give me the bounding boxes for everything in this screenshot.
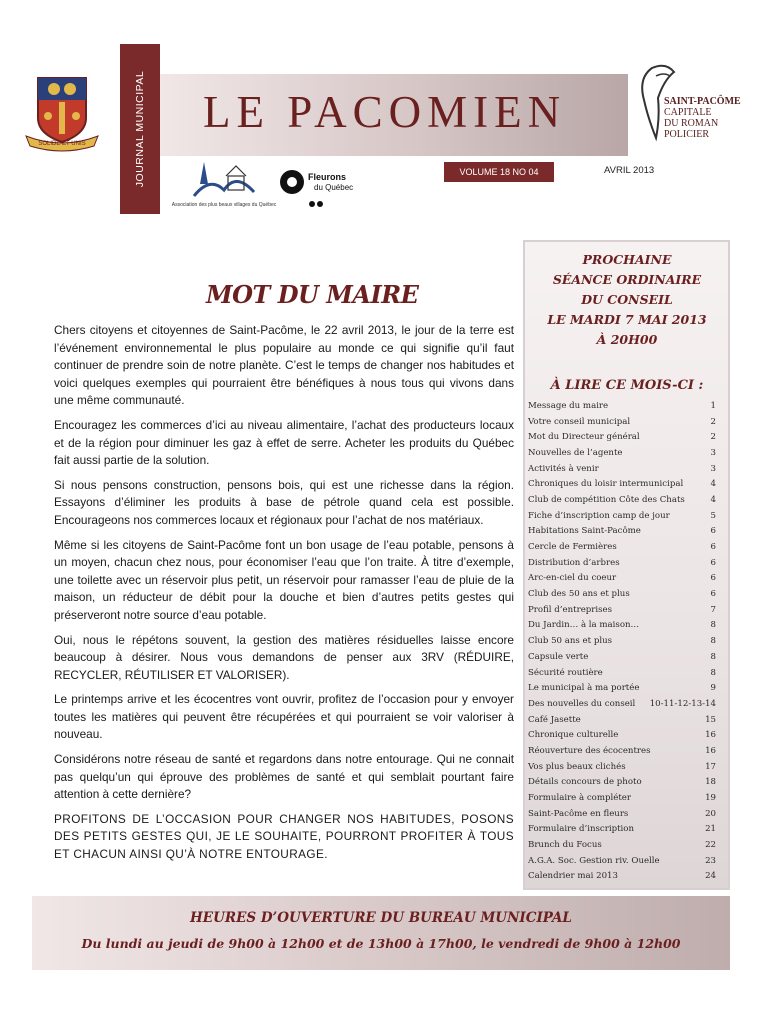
svg-text:Fleurons: Fleurons [308, 172, 347, 182]
fleurons-logo [278, 166, 358, 212]
toc-entry-label: Des nouvelles du conseil [528, 698, 636, 709]
svg-text:Association des plus beaux vil: Association des plus beaux villages du Québec [171, 202, 277, 208]
table-of-contents [528, 398, 716, 884]
toc-entry-label: Formulaire d’inscription [528, 824, 635, 835]
toc-entry [528, 806, 716, 822]
toc-entry [528, 492, 716, 508]
office-hours-text: Du lundi au jeudi de 9h00 à 12h00 et de 13h00 à 17h00, le vendredi de 9h00 à 12h00 [81, 936, 681, 951]
toc-entry-label: Activités à venir [528, 463, 599, 474]
toc-entry [528, 665, 716, 681]
article-paragraph: Encouragez les commerces d’ici au niveau alimentaire, l’achat des producteurs locaux et de la région pour diminuer les gaz à effet de serre. Acheter les produits du Québec fait aussi partie de la solution. [54, 417, 514, 468]
article-paragraph: Oui, nous le répétons souvent, la gestion des matières résiduelles laisse encore beaucoup à désirer. Nous vous demandons de penser aux 3RV (RÉDUIRE, RECYCLER, RÉUTILISER ET VALORISER). [54, 632, 514, 682]
toc-entry-label: Le municipal à ma portée [528, 683, 640, 694]
toc-entry [528, 649, 716, 665]
toc-entry [528, 524, 716, 540]
toc-entry-page: 6 [710, 542, 716, 553]
toc-entry-page: 8 [710, 651, 716, 662]
toc-entry [528, 696, 716, 712]
toc-entry-label: Saint-Pacôme en fleurs [528, 808, 629, 819]
article-paragraph: Chers citoyens et citoyennes de Saint-Pacôme, le 22 avril 2013, le jour de la terre est l’événement environnemental le plus populaire au monde ce qui signifie qu’il faut continuer de prendre soin de notre planète. C’est le temps de changer nos habitudes et voici quelques exemples qui pourraient être bénéfiques à nous tous qui vivons dans une même communauté. [54, 323, 514, 408]
toc-entry-label: Réouverture des écocentres [528, 745, 651, 756]
toc-entry-label: Formulaire à compléter [528, 793, 631, 804]
toc-entry-label: Message du maire [528, 400, 609, 411]
toc-entry-label: Sécurité routière [528, 667, 603, 678]
saint-pacome-logo-text: SAINT-PACÔME CAPITALE DU ROMAN POLICIER [664, 96, 741, 140]
toc-entry-page: 6 [710, 573, 716, 584]
toc-entry-page: 2 [710, 432, 716, 443]
toc-entry-label: Capsule verte [528, 651, 589, 662]
toc-entry [528, 759, 716, 775]
toc-entry-label: Chronique culturelle [528, 730, 619, 741]
toc-entry-page: 6 [710, 589, 716, 600]
toc-heading: À LIRE CE MOIS-CI : [550, 378, 704, 393]
toc-entry-label: Fiche d’inscription camp de jour [528, 510, 670, 521]
toc-entry [528, 633, 716, 649]
toc-entry [528, 775, 716, 791]
article-paragraph: Si nous pensons construction, pensons bois, qui est une richesse dans la région. Essayons d’éliminer les produits à base de pétrole quand cela est possible. Encourageons nos commerces locaux et régionaux pour l’achat de nos matériaux. [54, 477, 514, 527]
newsletter-title: LE PACOMIEN [203, 87, 567, 137]
toc-entry-label: Brunch du Focus [528, 840, 602, 851]
toc-entry-label: Calendrier mai 2013 [528, 871, 618, 882]
toc-entry [528, 680, 716, 696]
toc-entry-label: A.G.A. Soc. Gestion riv. Ouelle [528, 855, 660, 866]
toc-entry-label: Profil d’entreprises [528, 604, 613, 615]
toc-entry [528, 869, 716, 885]
toc-entry-page: 15 [705, 714, 716, 725]
toc-entry-page: 4 [710, 479, 716, 490]
toc-entry-page: 8 [710, 636, 716, 647]
toc-entry-label: Nouvelles de l’agente [528, 447, 623, 458]
toc-entry-page: 10-11-12-13-14 [649, 698, 716, 709]
toc-entry-label: Club des 50 ans et plus [528, 589, 630, 600]
toc-entry-label: Mot du Directeur général [528, 432, 640, 443]
toc-entry-label: Chroniques du loisir intermunicipal [528, 479, 684, 490]
toc-entry-page: 6 [710, 526, 716, 537]
issue-date: AVRIL 2013 [604, 165, 655, 176]
toc-entry-page: 18 [705, 777, 716, 788]
svg-text:du Québec: du Québec [314, 183, 354, 192]
toc-entry-label: Café Jasette [528, 714, 581, 725]
toc-entry-label: Cercle de Fermières [528, 542, 617, 553]
toc-entry [528, 602, 716, 618]
toc-entry [528, 853, 716, 869]
toc-entry [528, 414, 716, 430]
toc-entry [528, 822, 716, 838]
article-paragraph: Même si les citoyens de Saint-Pacôme font un bon usage de l’eau potable, pensons à un moyen, chacun chez nous, pour économiser l’eau que l’on traite. À titre d’exemple, une toilette avec un réservoir plus petit, un réservoir pour ramasser l’eau de pluie de la maison, un réducteur de débit pour la douche et bien d’autres petits gestes qui préserveront notre source d’eau potable. [54, 537, 514, 622]
toc-entry-page: 8 [710, 667, 716, 678]
toc-entry-page: 4 [710, 494, 716, 505]
toc-entry [528, 398, 716, 414]
volume-badge: VOLUME 18 NO 04 [444, 162, 554, 182]
toc-entry-page: 24 [705, 871, 716, 882]
article-heading: MOT DU MAIRE [206, 280, 419, 309]
toc-entry [528, 429, 716, 445]
toc-entry-label: Vos plus beaux clichés [528, 761, 626, 772]
toc-entry [528, 586, 716, 602]
toc-entry-page: 3 [710, 447, 716, 458]
toc-entry-page: 19 [705, 793, 716, 804]
toc-entry [528, 445, 716, 461]
toc-entry [528, 461, 716, 477]
toc-entry-label: Habitations Saint-Pacôme [528, 526, 641, 537]
article-paragraph: Le printemps arrive et les écocentres vont ouvrir, profitez de l’occasion pour y envoyer toutes les matières qui peuvent être récupérées et qui pourraient se voir valoriser à nouveau. [54, 692, 514, 742]
municipal-crest-logo [24, 72, 100, 152]
toc-entry-label: Votre conseil municipal [528, 416, 631, 427]
next-meeting-notice: PROCHAINE SÉANCE ORDINAIRE DU CONSEIL LE MARDI 7 MAI 2013 À 20H00 [547, 252, 707, 347]
toc-entry [528, 743, 716, 759]
article-body [54, 322, 514, 871]
toc-entry-page: 2 [710, 416, 716, 427]
toc-entry-page: 1 [710, 400, 716, 411]
toc-entry [528, 571, 716, 587]
toc-entry [528, 790, 716, 806]
toc-entry-page: 23 [705, 855, 716, 866]
toc-entry [528, 508, 716, 524]
toc-entry [528, 618, 716, 634]
toc-entry [528, 476, 716, 492]
toc-entry [528, 837, 716, 853]
toc-entry-page: 21 [705, 824, 716, 835]
toc-entry-page: 8 [710, 620, 716, 631]
toc-entry-page: 22 [705, 840, 716, 851]
office-hours-title: HEURES D’OUVERTURE DU BUREAU MUNICIPAL [190, 910, 572, 926]
toc-entry-label: Du Jardin… à la maison… [528, 620, 640, 631]
toc-entry-label: Arc-en-ciel du coeur [528, 573, 617, 584]
article-paragraph: Considérons notre réseau de santé et regardons dans notre entourage. Qui ne connait pas quelqu’un qui éprouve des problèmes de santé et qui semblait pourtant faire attention à cette dernière? [54, 752, 514, 802]
toc-entry-page: 9 [710, 683, 716, 694]
toc-entry [528, 539, 716, 555]
office-hours-banner [32, 896, 730, 970]
toc-entry-page: 7 [710, 604, 716, 615]
toc-entry-label: Distribution d’arbres [528, 557, 620, 568]
article-closing: PROFITONS DE L’OCCASION POUR CHANGER NOS HABITUDES, POSONS DES PETITS GESTES QUI, JE LE SOUHAITE, POURRONT PROFITER À TOUS ET CHACUN AINSI QU’À NOTRE ENTOURAGE. [54, 811, 514, 862]
svg-text:SOLIDE ET UNIS: SOLIDE ET UNIS [38, 141, 86, 147]
toc-entry-page: 3 [710, 463, 716, 474]
toc-entry-label: Club 50 ans et plus [528, 636, 613, 647]
toc-entry-label: Club de compétition Côte des Chats [528, 494, 685, 505]
beaux-villages-logo [171, 156, 277, 212]
toc-entry [528, 727, 716, 743]
toc-entry-page: 16 [705, 730, 716, 741]
toc-entry-page: 6 [710, 557, 716, 568]
toc-entry-page: 20 [705, 808, 716, 819]
toc-entry [528, 712, 716, 728]
toc-entry-page: 5 [710, 510, 716, 521]
toc-entry-page: 17 [705, 761, 716, 772]
toc-entry-page: 16 [705, 745, 716, 756]
toc-entry [528, 555, 716, 571]
journal-label: JOURNAL MUNICIPAL [134, 70, 146, 188]
toc-entry-label: Détails concours de photo [528, 777, 642, 788]
